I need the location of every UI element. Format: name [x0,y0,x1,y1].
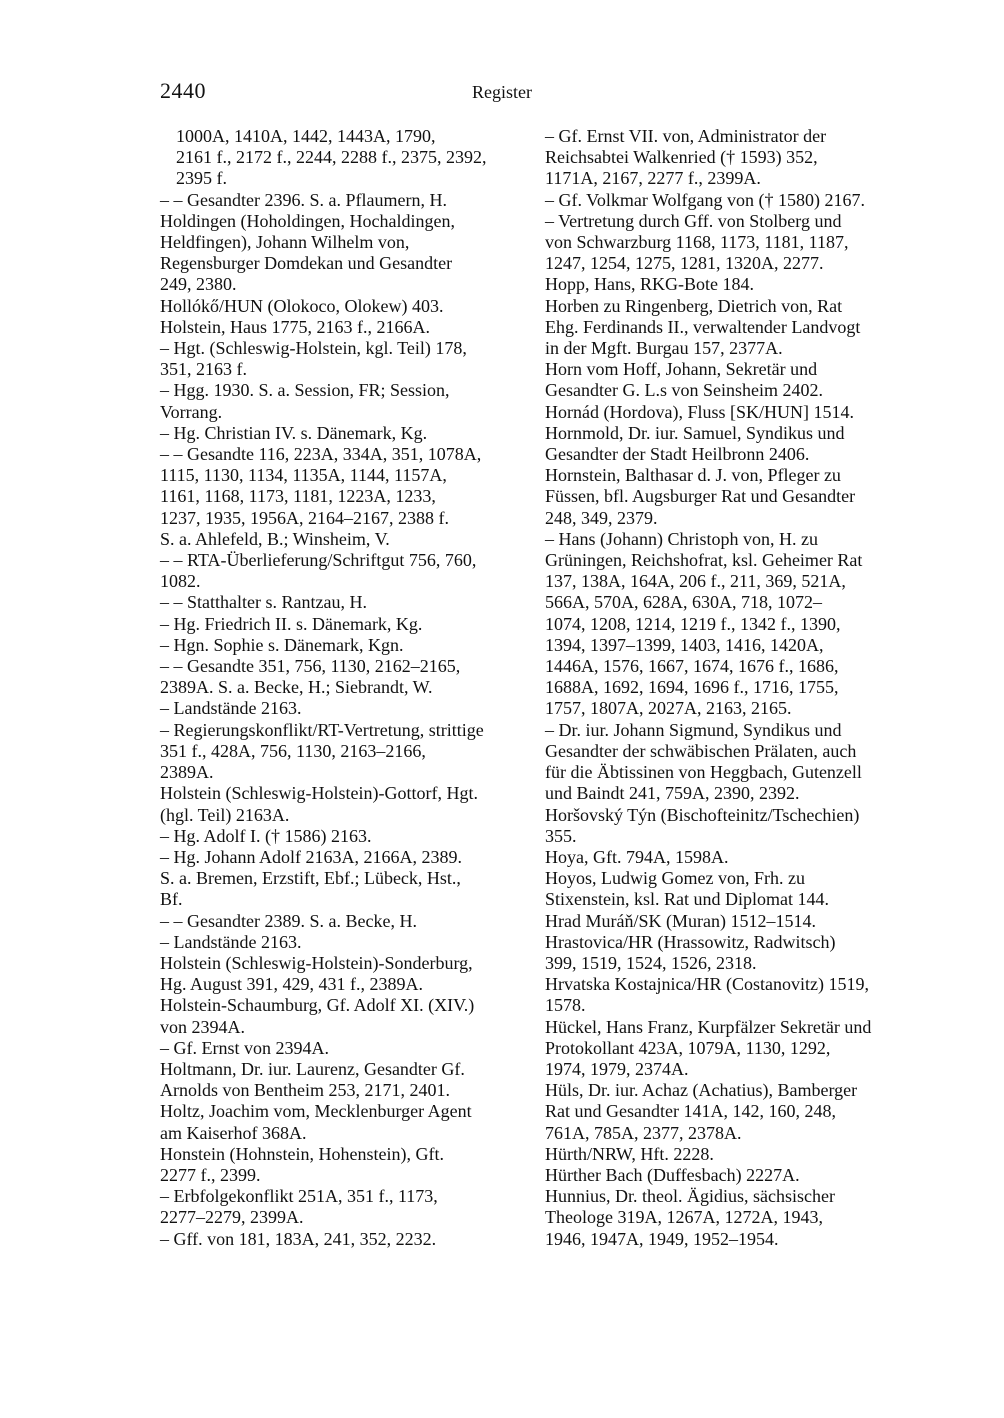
index-entry [545,359,915,401]
index-entry-line: S. a. Ahlefeld, B.; Winsheim, V. [160,528,390,549]
index-entry-line: Hornstein, Balthasar d. J. von, Pfleger zu [545,465,841,486]
index-entry-line: 351, 2163 f. [160,359,247,380]
index-entry-line: – – Gesandte 116, 223A, 334A, 351, 1078A, [160,444,482,465]
index-entry [160,1186,524,1228]
index-entry [545,1144,915,1165]
index-entry-line: 1688A, 1692, 1694, 1696 f., 1716, 1755, [545,677,839,698]
index-entry [545,126,915,190]
index-entry-line: – Regierungskonflikt/RT-Vertretung, strittige [160,719,484,740]
index-entry-line: 248, 349, 2379. [545,507,658,528]
index-entry-line: Holstein (Schleswig-Holstein)-Sonderburg, [160,952,473,973]
index-entry-line: 566A, 570A, 628A, 630A, 718, 1072– [545,592,822,613]
index-entry-line: Hürth/NRW, Hft. 2228. [545,1143,714,1164]
index-entry-line: 1247, 1254, 1275, 1281, 1320A, 2277. [545,253,824,274]
index-entry [160,698,524,719]
index-entry [160,995,524,1037]
index-entry-line: Füssen, bfl. Augsburger Rat und Gesandter [545,486,856,507]
index-entry-line: 1974, 1979, 2374A. [545,1058,689,1079]
index-entry [545,423,915,465]
index-entry-line: – Gff. von 181, 183A, 241, 352, 2232. [160,1228,437,1249]
index-entry-line: Gesandter der schwäbischen Prälaten, auch [545,740,857,761]
index-entry-line: 1757, 1807A, 2027A, 2163, 2165. [545,698,792,719]
index-entry-line: Reichsabtei Walkenried († 1593) 352, [545,147,818,168]
index-entry [160,783,524,825]
index-entry [160,1101,524,1143]
index-entry-line: Hg. August 391, 429, 431 f., 2389A. [160,974,424,995]
index-entry [160,592,524,613]
index-entry [160,338,524,380]
index-entry-line: Horšovský Týn (Bischofteinitz/Tschechien) [545,804,860,825]
index-entry-line: 761A, 785A, 2377, 2378A. [545,1122,742,1143]
left-column [160,126,524,1250]
index-entry [160,826,524,847]
index-entry-line: 1394, 1397–1399, 1403, 1416, 1420A, [545,634,824,655]
index-entry-line: – – Gesandter 2389. S. a. Becke, H. [160,910,417,931]
index-entry-line: 2277 f., 2399. [160,1164,261,1185]
index-entry-line: – Hg. Johann Adolf 2163A, 2166A, 2389. [160,846,462,867]
index-entry [160,1229,524,1250]
index-entry-line: 2389A. [160,762,214,783]
index-entry [160,296,524,317]
index-entry-line: Gesandter der Stadt Heilbronn 2406. [545,444,810,465]
index-entry [545,868,915,910]
index-entry-line: Holtmann, Dr. iur. Laurenz, Gesandter Gf. [160,1058,465,1079]
right-column [545,126,915,1250]
index-entry-line: 1946, 1947A, 1949, 1952–1954. [545,1228,779,1249]
index-entry-line: 1000A, 1410A, 1442, 1443A, 1790, [176,126,436,146]
index-entry-line: – Landstände 2163. [160,698,302,719]
index-entry-line: – Hg. Friedrich II. s. Dänemark, Kg. [160,613,423,634]
index-entry-line: 399, 1519, 1524, 1526, 2318. [545,952,757,973]
index-entry-line: – Erbfolgekonflikt 251A, 351 f., 1173, [160,1186,438,1207]
index-entry [160,720,524,784]
index-entry-line: 2389A. S. a. Becke, H.; Siebrandt, W. [160,677,433,698]
index-entry-line: Hoyos, Ludwig Gomez von, Frh. zu [545,868,805,889]
index-entry-line: Hückel, Hans Franz, Kurpfälzer Sekretär und [545,1016,872,1037]
index-entry-line: Horn vom Hoff, Johann, Sekretär und [545,359,818,380]
index-entry [160,911,524,932]
index-entry-line: 2395 f. [176,168,227,189]
index-entry-line: Hollókő/HUN (Olokoco, Olokew) 403. [160,295,444,316]
index-entry-line: – Gf. Ernst VII. von, Administrator der [545,126,827,146]
index-entry-line: 137, 138A, 164A, 206 f., 211, 369, 521A, [545,571,846,592]
index-entry-line: – Landstände 2163. [160,931,302,952]
index-entry [545,465,915,529]
index-entry-line: Hürther Bach (Duffesbach) 2227A. [545,1164,800,1185]
index-entry-line: Hüls, Dr. iur. Achaz (Achatius), Bamberger [545,1080,858,1101]
index-entry [160,1038,524,1059]
index-entry [545,1186,915,1250]
index-entry [545,974,915,1016]
index-entry [160,380,524,422]
index-entry-line: – Dr. iur. Johann Sigmund, Syndikus und [545,719,842,740]
index-entry [160,423,524,444]
index-entry-line: Holdingen (Hoholdingen, Hochaldingen, [160,210,455,231]
index-entry-line: – – Statthalter s. Rantzau, H. [160,592,367,613]
index-entry [545,911,915,932]
index-entry-line: Stixenstein, ksl. Rat und Diplomat 144. [545,889,829,910]
index-entry-line: 351 f., 428A, 756, 1130, 2163–2166, [160,740,426,761]
index-entry [160,444,524,550]
index-entry-line: – – Gesandte 351, 756, 1130, 2162–2165, [160,656,461,677]
index-entry-line: 355. [545,825,577,846]
index-entry-line: Hornmold, Dr. iur. Samuel, Syndikus und [545,422,845,443]
index-entry-line: Grüningen, Reichshofrat, ksl. Geheimer Rat [545,550,863,571]
index-entry-line: Holstein, Haus 1775, 2163 f., 2166A. [160,316,430,337]
index-entry-line: von Schwarzburg 1168, 1173, 1181, 1187, [545,232,849,253]
index-entry [545,932,915,974]
index-entry-line: Hopp, Hans, RKG-Bote 184. [545,274,754,295]
index-entry-line: Rat und Gesandter 141A, 142, 160, 248, [545,1101,836,1122]
index-entry-line: Holstein (Schleswig-Holstein)-Gottorf, Hgt. [160,783,478,804]
index-entry [545,529,915,720]
index-entry [160,847,524,911]
index-entry [160,656,524,698]
index-entry [545,720,915,805]
index-entry-line: Ehg. Ferdinands II., verwaltender Landvogt [545,316,861,337]
index-entry [160,126,524,190]
index-entry [545,1080,915,1144]
index-entry-line: – – Gesandter 2396. S. a. Pflaumern, H. [160,189,447,210]
index-entry [160,1059,524,1101]
index-entry-line: Regensburger Domdekan und Gesandter [160,253,453,274]
index-entry-line: S. a. Bremen, Erzstift, Ebf.; Lübeck, Hst., [160,868,461,889]
index-entry-line: Vorrang. [160,401,223,422]
index-entry [160,932,524,953]
page-number: 2440 [160,78,206,103]
index-entry-line: von 2394A. [160,1016,245,1037]
index-entry-line: Hrad Muráň/SK (Muran) 1512–1514. [545,910,816,931]
index-entry [160,614,524,635]
index-entry-line: Gesandter G. L.s von Seinsheim 2402. [545,380,823,401]
index-entry-line: Honstein (Hohnstein, Hohenstein), Gft. [160,1143,444,1164]
index-entry-line: Protokollant 423A, 1079A, 1130, 1292, [545,1037,831,1058]
index-entry-line: 1171A, 2167, 2277 f., 2399A. [545,168,761,189]
index-entry-line: – Vertretung durch Gff. von Stolberg und [545,210,842,231]
index-entry-line: 1446A, 1576, 1667, 1674, 1676 f., 1686, [545,656,839,677]
index-entry-line: 2277–2279, 2399A. [160,1207,304,1228]
index-entry-line: Bf. [160,889,183,910]
index-entry-line: 1115, 1130, 1134, 1135A, 1144, 1157A, [160,465,447,486]
index-entry [545,847,915,868]
index-entry [545,805,915,847]
index-entry-line: – Hgt. (Schleswig-Holstein, kgl. Teil) 178, [160,338,467,359]
index-entry-line: Hoya, Gft. 794A, 1598A. [545,846,729,867]
index-entry-line: – Hans (Johann) Christoph von, H. zu [545,528,818,549]
index-entry-line: – Hg. Adolf I. († 1586) 2163. [160,825,372,846]
index-entry-line: Heldfingen), Johann Wilhelm von, [160,232,410,253]
index-entry [160,635,524,656]
index-entry [545,1017,915,1081]
index-entry-line: – Hg. Christian IV. s. Dänemark, Kg. [160,422,428,443]
running-head: Register [472,82,532,102]
index-entry [545,211,915,275]
index-entry-line: 1578. [545,995,586,1016]
index-entry [160,211,524,296]
index-entry-line: (hgl. Teil) 2163A. [160,804,290,825]
index-entry-line: Holstein-Schaumburg, Gf. Adolf XI. (XIV.) [160,995,475,1016]
index-entry [160,953,524,995]
index-entry-line: in der Mgft. Burgau 157, 2377A. [545,338,783,359]
index-entry-line: am Kaiserhof 368A. [160,1122,307,1143]
index-entry-line: 1082. [160,571,201,592]
index-entry-line: Holtz, Joachim vom, Mecklenburger Agent [160,1101,472,1122]
index-entry-line: – Hgn. Sophie s. Dänemark, Kgn. [160,634,404,655]
index-entry-line: Arnolds von Bentheim 253, 2171, 2401. [160,1080,450,1101]
index-entry-line: – Gf. Volkmar Wolfgang von († 1580) 2167. [545,189,866,210]
index-entry [160,190,524,211]
index-entry [160,317,524,338]
index-entry [160,1144,524,1186]
index-entry-line: 1161, 1168, 1173, 1181, 1223A, 1233, [160,486,436,507]
index-entry [545,1165,915,1186]
index-entry-line: 1237, 1935, 1956A, 2164–2167, 2388 f. [160,507,449,528]
index-entry-line: Theologe 319A, 1267A, 1272A, 1943, [545,1207,823,1228]
index-entry-line: Hunnius, Dr. theol. Ägidius, sächsischer [545,1186,835,1207]
index-entry-line: 1074, 1208, 1214, 1219 f., 1342 f., 1390, [545,613,841,634]
index-entry-line: Hornád (Hordova), Fluss [SK/HUN] 1514. [545,401,854,422]
index-entry-line: Hrastovica/HR (Hrassowitz, Radwitsch) [545,931,836,952]
index-entry [545,296,915,360]
index-entry-line: und Baindt 241, 759A, 2390, 2392. [545,783,800,804]
index-entry [545,190,915,211]
index-entry-line: Hrvatska Kostajnica/HR (Costanovitz) 1519, [545,974,869,995]
index-entry [160,550,524,592]
index-entry-line: – Gf. Ernst von 2394A. [160,1037,329,1058]
index-entry-line: für die Äbtissinen von Heggbach, Gutenzell [545,762,862,783]
index-entry-line: 249, 2380. [160,274,237,295]
index-entry [545,402,915,423]
index-entry-line: 2161 f., 2172 f., 2244, 2288 f., 2375, 2392, [176,147,487,168]
index-entry [545,274,915,295]
index-entry-line: – – RTA-Überlieferung/Schriftgut 756, 760, [160,550,477,571]
index-entry-line: Horben zu Ringenberg, Dietrich von, Rat [545,295,843,316]
index-entry-line: – Hgg. 1930. S. a. Session, FR; Session, [160,380,450,401]
